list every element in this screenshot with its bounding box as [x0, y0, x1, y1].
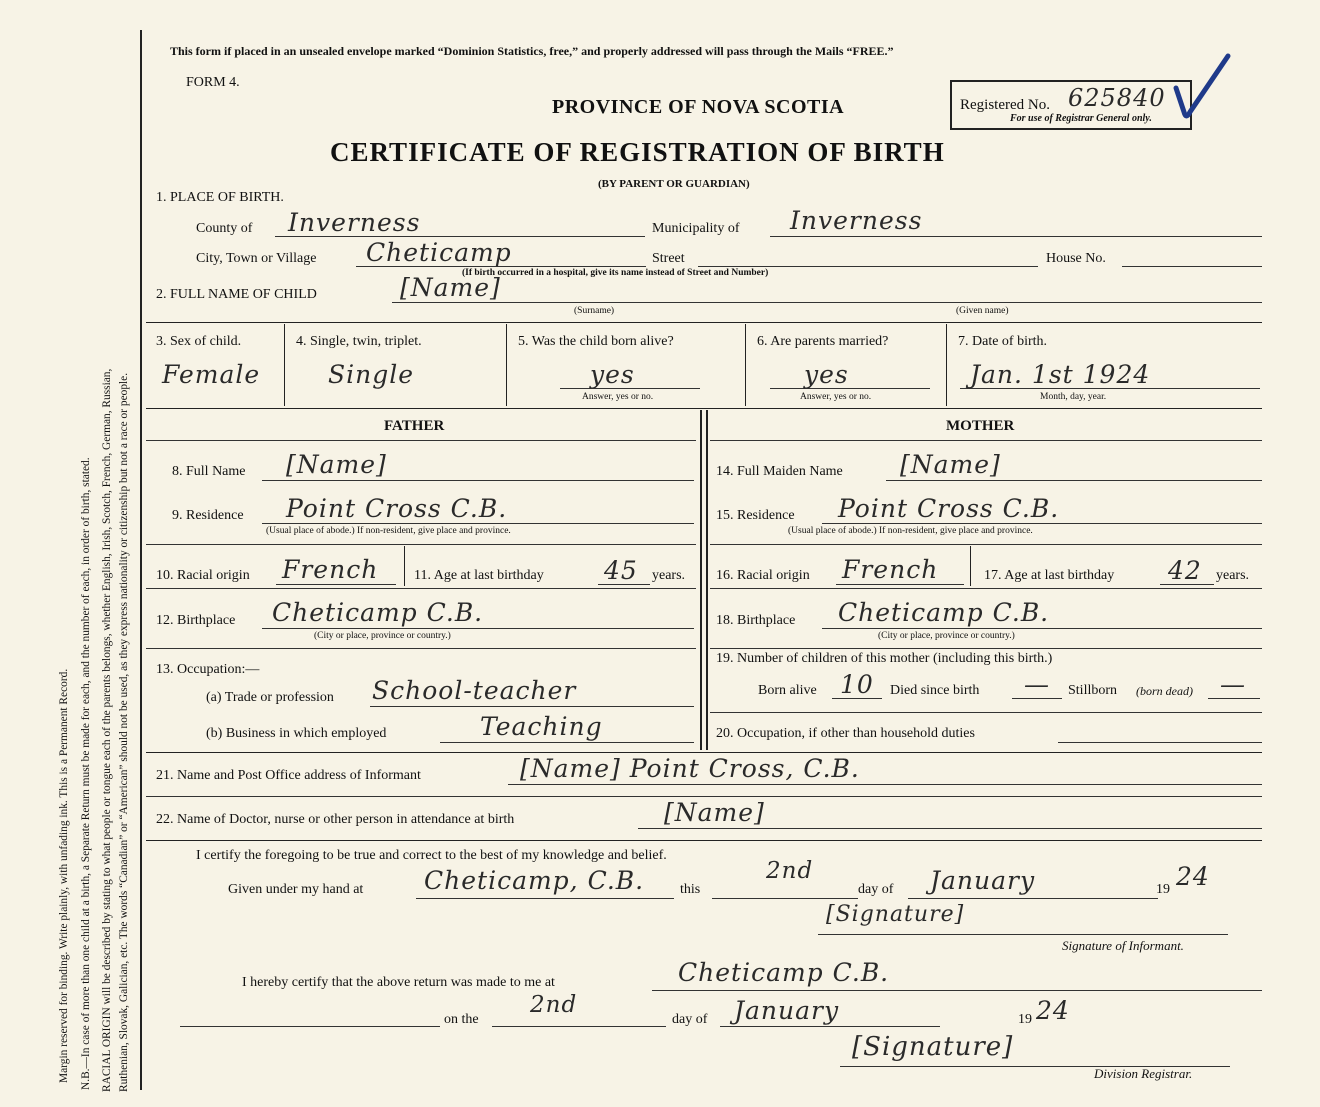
registrar-signature: [Signature] [852, 1032, 1014, 1062]
cell-divider [745, 324, 746, 406]
registrar-statement: I hereby certify that the above return was made to me at [242, 975, 555, 990]
registrar-day-line [492, 1026, 666, 1027]
given-day-value: 2nd [766, 858, 814, 884]
row-divider [146, 588, 696, 589]
registrar-year-prefix: 19 [1018, 1012, 1032, 1027]
registrar-blank-line [180, 1026, 440, 1027]
registrar-month-line [720, 1026, 940, 1027]
given-month-line [908, 898, 1158, 899]
mother-occupation-line [1058, 742, 1262, 743]
informant-value: [Name] Point Cross, C.B. [520, 754, 860, 783]
postage-notice: This form if placed in an unsealed envelope marked “Dominion Statistics, free,” and properly addressed will pass through the Mails “FREE.” [170, 44, 894, 58]
province-heading: PROVINCE OF NOVA SCOTIA [552, 96, 845, 118]
parents-married-value: yes [804, 360, 849, 389]
father-trade-value: School-teacher [372, 676, 577, 705]
doctor-label: 22. Name of Doctor, nurse or other person in attendance at birth [156, 812, 515, 827]
mother-abode-note: (Usual place of abode.) If non-resident, give place and province. [788, 526, 1033, 536]
given-day-of-label: day of [858, 882, 894, 897]
given-year-prefix: 19 [1156, 882, 1170, 897]
father-birthplace-line [262, 628, 694, 629]
registrar-on-the-label: on the [444, 1012, 479, 1027]
informant-label: 21. Name and Post Office address of Informant [156, 768, 421, 783]
cell-divider [284, 324, 285, 406]
cell-divider [404, 546, 405, 586]
cell-divider [946, 324, 947, 406]
children-count-label: 19. Number of children of this mother (including this birth.) [716, 651, 1053, 666]
certificate-subtitle: (BY PARENT OR GUARDIAN) [598, 178, 750, 190]
given-under-label: Given under my hand at [228, 882, 364, 897]
county-value: Inverness [288, 208, 421, 237]
place-of-birth-heading: 1. PLACE OF BIRTH. [156, 190, 284, 205]
father-birthplace-value: Cheticamp C.B. [272, 598, 484, 627]
municipality-label: Municipality of [652, 221, 740, 236]
given-year-value: 24 [1176, 862, 1210, 891]
municipality-line [770, 236, 1262, 237]
given-day-line [712, 898, 858, 899]
city-label: City, Town or Village [196, 251, 317, 266]
mother-name-line [886, 480, 1262, 481]
born-alive-count-label: Born alive [758, 683, 817, 698]
died-since-birth-value: — [1024, 670, 1050, 699]
given-month-value: January [930, 866, 1036, 895]
father-abode-note: (Usual place of abode.) If non-resident, give place and province. [266, 526, 511, 536]
check-mark-icon [1172, 52, 1232, 126]
born-alive-value: yes [590, 360, 635, 389]
father-name-label: 8. Full Name [172, 464, 246, 479]
margin-note-racial-origin: RACIAL ORIGIN will be described by stating to what people or tongue each of the parents belongs, whether English, Irish, Scotch, French, German, Russian, [101, 368, 113, 1092]
mother-city-note: (City or place, province or country.) [878, 631, 1015, 641]
street-label: Street [652, 251, 685, 266]
father-name-line [262, 480, 694, 481]
informant-line [508, 784, 1262, 785]
informant-signature-line [818, 934, 1228, 935]
born-alive-count-value: 10 [840, 670, 874, 699]
given-place-value: Cheticamp, C.B. [424, 866, 645, 895]
father-trade-line [370, 706, 694, 707]
hospital-note: (If birth occurred in a hospital, give its name instead of Street and Number) [462, 268, 769, 278]
parents-married-label: 6. Are parents married? [757, 334, 889, 349]
father-residence-label: 9. Residence [172, 508, 244, 523]
registrar-day-of-label: day of [672, 1012, 708, 1027]
mother-age-label: 17. Age at last birthday [984, 568, 1115, 583]
mother-age-years: years. [1216, 568, 1250, 583]
parent-divider-right [706, 410, 708, 750]
mother-heading: MOTHER [946, 418, 1015, 434]
sex-label: 3. Sex of child. [156, 334, 242, 349]
plurality-value: Single [328, 360, 415, 389]
mother-racial-value: French [842, 555, 939, 584]
registrar-month-value: January [734, 996, 840, 1025]
row-divider [146, 544, 696, 545]
registrar-day-value: 2nd [530, 992, 578, 1018]
cell-divider [970, 546, 971, 586]
child-name-line [392, 302, 1262, 303]
plurality-label: 4. Single, twin, triplet. [296, 334, 422, 349]
registrar-note: For use of Registrar General only. [1010, 113, 1152, 124]
mother-racial-line [836, 584, 964, 585]
row-divider [146, 840, 1262, 841]
row-divider [146, 752, 1262, 753]
dob-value: Jan. 1st 1924 [970, 360, 1151, 389]
row-divider [710, 712, 1262, 713]
mother-birthplace-line [822, 628, 1262, 629]
stillborn-label: Stillborn [1068, 683, 1118, 698]
form-number: FORM 4. [186, 75, 240, 90]
margin-note-multiple-births: N.B.—In case of more than one child at a birth, a Separate Return must be made for each, and the number of each, in order of birth, stated. [80, 457, 92, 1090]
child-name-label: 2. FULL NAME OF CHILD [156, 287, 317, 302]
row-divider [710, 588, 1262, 589]
registrar-place-line [652, 990, 1262, 991]
mother-birthplace-value: Cheticamp C.B. [838, 598, 1050, 627]
father-age-years: years. [652, 568, 686, 583]
born-alive-label: 5. Was the child born alive? [518, 334, 674, 349]
father-residence-value: Point Cross C.B. [286, 494, 508, 523]
dob-note: Month, day, year. [1040, 392, 1107, 402]
row-divider [146, 408, 1262, 409]
county-label: County of [196, 221, 253, 236]
mother-birthplace-label: 18. Birthplace [716, 613, 796, 628]
father-racial-value: French [282, 555, 379, 584]
row-divider [710, 544, 1262, 545]
parents-married-line [770, 388, 930, 389]
father-age-label: 11. Age at last birthday [414, 568, 544, 583]
municipality-value: Inverness [790, 206, 923, 235]
row-divider [146, 796, 1262, 797]
parents-married-note: Answer, yes or no. [800, 392, 872, 402]
registrar-place-value: Cheticamp C.B. [678, 958, 890, 987]
stillborn-note: (born dead) [1136, 684, 1193, 698]
father-trade-label: (a) Trade or profession [206, 690, 334, 705]
margin-note-binding: Margin reserved for binding. Write plainly, with unfading ink. This is a Permanent Record. [58, 668, 70, 1083]
registered-number: 625840 [1068, 84, 1166, 112]
margin-note-racial-origin-cont: Ruthenian, Slovak, Galician, etc. The words “Canadian” or “American” should not be used, as they express nationality or citizenship but not a race or people. [118, 372, 130, 1092]
given-name-note: (Given name) [956, 306, 1009, 316]
sex-value: Female [162, 360, 261, 389]
doctor-line [638, 828, 1262, 829]
mother-name-label: 14. Full Maiden Name [716, 464, 843, 479]
father-business-line [440, 742, 694, 743]
street-line [698, 266, 1038, 267]
mother-age-value: 42 [1168, 556, 1202, 585]
cell-divider [506, 324, 507, 406]
margin-rule [140, 30, 142, 1090]
mother-occupation-label: 20. Occupation, if other than household duties [716, 726, 975, 741]
stillborn-value: — [1220, 670, 1246, 699]
informant-signature-label: Signature of Informant. [1062, 938, 1184, 953]
mother-residence-label: 15. Residence [716, 508, 795, 523]
father-heading-rule [146, 440, 696, 441]
doctor-value: [Name] [664, 798, 765, 827]
house-no-label: House No. [1046, 251, 1106, 266]
dob-label: 7. Date of birth. [958, 334, 1048, 349]
mother-residence-line [822, 523, 1262, 524]
mother-heading-rule [710, 440, 1262, 441]
registrar-year-value: 24 [1036, 996, 1070, 1025]
died-since-birth-label: Died since birth [890, 683, 980, 698]
father-age-value: 45 [604, 556, 638, 585]
city-value: Cheticamp [366, 238, 512, 267]
father-birthplace-label: 12. Birthplace [156, 613, 236, 628]
registered-label: Registered No. [960, 97, 1050, 113]
father-heading: FATHER [384, 418, 445, 434]
parent-divider-left [700, 410, 702, 750]
father-residence-line [262, 523, 694, 524]
mother-residence-value: Point Cross C.B. [838, 494, 1060, 523]
father-racial-line [276, 584, 396, 585]
mother-racial-label: 16. Racial origin [716, 568, 810, 583]
certificate-title: CERTIFICATE OF REGISTRATION OF BIRTH [330, 137, 945, 167]
surname-note: (Surname) [574, 306, 615, 316]
father-city-note: (City or place, province or country.) [314, 631, 451, 641]
father-business-value: Teaching [480, 712, 603, 741]
house-no-line [1122, 266, 1262, 267]
certify-statement: I certify the foregoing to be true and correct to the best of my knowledge and belief. [196, 848, 667, 863]
father-name-value: [Name] [286, 450, 387, 479]
born-alive-note: Answer, yes or no. [582, 392, 654, 402]
row-divider [146, 648, 696, 649]
given-place-line [416, 898, 674, 899]
informant-signature: [Signature] [826, 902, 965, 927]
father-occupation-label: 13. Occupation:— [156, 662, 260, 677]
child-name-value: [Name] [400, 273, 501, 302]
father-racial-label: 10. Racial origin [156, 568, 250, 583]
given-this-label: this [680, 882, 701, 897]
row-divider [146, 322, 1262, 323]
father-business-label: (b) Business in which employed [206, 726, 387, 741]
registrar-signature-label: Division Registrar. [1094, 1066, 1193, 1081]
mother-name-value: [Name] [900, 450, 1001, 479]
row-divider [710, 648, 1262, 649]
